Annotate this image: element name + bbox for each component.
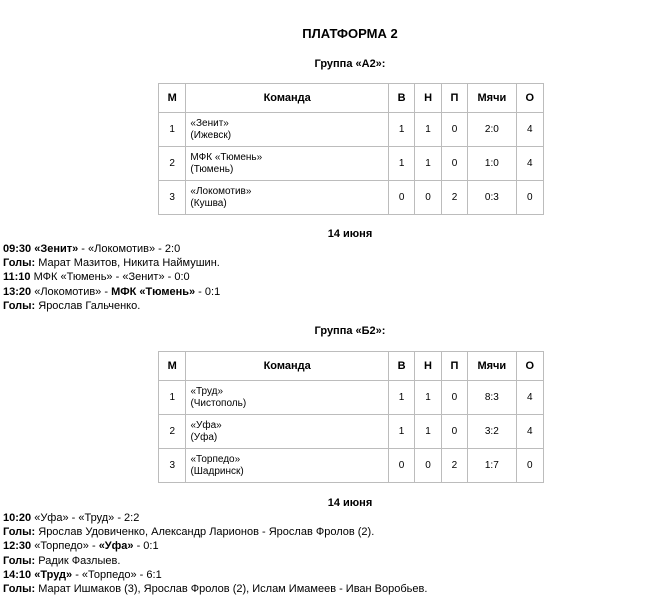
cell-points: 4 — [516, 147, 543, 181]
match-line — [3, 539, 427, 553]
cell-team — [186, 381, 388, 415]
match-away-team: «Торпедо» — [81, 568, 137, 581]
group-b2-date: 14 июня — [327, 497, 373, 509]
match-separator: - — [88, 540, 99, 553]
match-away-team: «Труд» — [78, 512, 115, 524]
col-header-position: М — [159, 352, 186, 381]
cell-goals: 8:3 — [468, 381, 516, 415]
goals-label: Голы: — [3, 554, 36, 567]
cell-position: 2 — [159, 147, 186, 181]
match-line — [3, 568, 427, 582]
match-time: 12:30 — [3, 540, 32, 553]
goals-label: Голы: — [3, 583, 36, 596]
goals-line — [3, 582, 427, 596]
match-away-team: «Зенит» — [122, 271, 165, 284]
cell-losses: 0 — [441, 113, 467, 147]
group-a2-table — [158, 83, 544, 215]
group-b2-results — [3, 511, 427, 596]
cell-goals: 1:7 — [468, 449, 516, 483]
cell-team — [186, 449, 388, 483]
goals-scorers: Радик Фазлыев. — [35, 554, 121, 567]
cell-wins: 1 — [388, 147, 414, 181]
table-row — [159, 113, 544, 147]
team-city: (Шадринск) — [190, 465, 244, 477]
goals-line — [3, 525, 427, 539]
goals-label: Голы: — [3, 526, 36, 539]
match-time: 13:20 — [3, 285, 32, 298]
match-home-team: «Уфа» — [34, 512, 69, 524]
match-away-team: «Уфа» — [98, 540, 134, 553]
cell-wins: 0 — [388, 181, 414, 215]
match-home-team: «Торпедо» — [34, 540, 89, 553]
cell-team — [186, 181, 389, 215]
team-city: (Уфа) — [190, 431, 218, 443]
cell-team — [186, 415, 388, 449]
team-city: (Кушва) — [190, 197, 227, 209]
cell-draws: 0 — [415, 449, 441, 483]
table-header-row — [159, 352, 544, 381]
cell-draws: 1 — [415, 113, 441, 147]
match-line — [3, 285, 220, 299]
cell-position: 2 — [159, 415, 186, 449]
group-a2-title: Группа «А2»: — [314, 58, 386, 70]
table-row — [159, 449, 544, 483]
page-title: ПЛАТФОРМА 2 — [302, 26, 398, 41]
match-time: 09:30 — [3, 243, 32, 255]
cell-points: 4 — [516, 113, 543, 147]
cell-position: 1 — [159, 113, 186, 147]
col-header-wins: В — [388, 352, 414, 381]
match-time: 11:10 — [3, 271, 31, 284]
cell-points: 4 — [516, 415, 543, 449]
cell-draws: 1 — [415, 381, 441, 415]
match-home-team: МФК «Тюмень» — [33, 271, 113, 284]
match-line — [3, 242, 220, 256]
match-time: 10:20 — [3, 512, 32, 524]
team-name: «Уфа» — [190, 419, 222, 431]
match-time: 14:10 — [3, 568, 32, 581]
col-header-draws: Н — [415, 352, 441, 381]
col-header-points: О — [516, 352, 543, 381]
cell-losses: 0 — [441, 381, 467, 415]
match-separator: - — [112, 271, 123, 284]
table-row — [159, 181, 544, 215]
match-line — [3, 511, 427, 525]
team-name: «Торпедо» — [190, 453, 241, 465]
cell-goals: 3:2 — [468, 415, 516, 449]
team-name: «Зенит» — [190, 117, 229, 129]
team-city: (Тюмень) — [190, 163, 234, 175]
group-a2-date: 14 июня — [327, 228, 373, 240]
col-header-losses: П — [441, 352, 467, 381]
cell-points: 0 — [516, 449, 543, 483]
col-header-position: М — [159, 84, 186, 113]
match-score: - 0:0 — [164, 271, 190, 284]
cell-draws: 1 — [415, 147, 441, 181]
team-city: (Чистополь) — [190, 397, 247, 409]
match-separator: - — [68, 512, 79, 524]
goals-scorers: Марат Мазитов, Никита Наймушин. — [35, 257, 220, 270]
col-header-losses: П — [441, 84, 467, 113]
goals-line — [3, 256, 220, 270]
match-separator: - — [72, 568, 82, 581]
match-home-team: «Локомотив» — [34, 285, 102, 298]
match-score: - 0:1 — [195, 285, 221, 298]
table-header-row — [159, 84, 544, 113]
col-header-draws: Н — [415, 84, 441, 113]
goals-line — [3, 299, 220, 313]
group-b2-title: Группа «Б2»: — [314, 325, 386, 337]
match-score: - 6:1 — [136, 568, 162, 581]
col-header-goals: Мячи — [468, 352, 516, 381]
cell-losses: 2 — [441, 449, 467, 483]
cell-team — [186, 113, 389, 147]
match-separator: - — [78, 243, 89, 255]
goals-label: Голы: — [3, 299, 36, 312]
cell-goals: 2:0 — [468, 113, 516, 147]
col-header-wins: В — [388, 84, 414, 113]
table-row — [159, 147, 544, 181]
cell-draws: 0 — [415, 181, 441, 215]
match-away-team: «Локомотив» — [88, 243, 156, 255]
cell-points: 0 — [516, 181, 543, 215]
match-away-team: МФК «Тюмень» — [111, 285, 196, 298]
cell-team — [186, 147, 389, 181]
cell-goals: 0:3 — [468, 181, 516, 215]
goals-scorers: Ярослав Удовиченко, Александр Ларионов - Ярослав Фролов (2). — [35, 526, 375, 539]
team-name: МФК «Тюмень» — [190, 151, 263, 163]
goals-line — [3, 554, 427, 568]
col-header-points: О — [516, 84, 543, 113]
table-row — [159, 415, 544, 449]
cell-points: 4 — [516, 381, 543, 415]
match-line — [3, 270, 220, 284]
cell-losses: 2 — [441, 181, 467, 215]
match-home-team: «Зенит» — [34, 243, 79, 255]
cell-draws: 1 — [415, 415, 441, 449]
match-score: - 0:1 — [133, 540, 159, 553]
group-b2-table — [158, 351, 544, 483]
match-score: - 2:0 — [155, 243, 181, 255]
team-city: (Ижевск) — [190, 129, 232, 141]
group-a2-results — [3, 242, 220, 313]
match-home-team: «Труд» — [34, 568, 73, 581]
goals-label: Голы: — [3, 257, 36, 270]
table-row — [159, 381, 544, 415]
goals-scorers: Марат Ишмаков (3), Ярослав Фролов (2), Ислам Имамеев - Иван Воробьев. — [35, 583, 428, 596]
goals-scorers: Ярослав Гальченко. — [35, 299, 141, 312]
cell-position: 3 — [159, 181, 186, 215]
team-name: «Труд» — [190, 385, 224, 397]
cell-wins: 1 — [388, 415, 414, 449]
cell-position: 1 — [159, 381, 186, 415]
cell-losses: 0 — [441, 147, 467, 181]
col-header-team: Команда — [186, 84, 389, 113]
cell-wins: 0 — [388, 449, 414, 483]
cell-wins: 1 — [388, 113, 414, 147]
col-header-team: Команда — [186, 352, 388, 381]
team-name: «Локомотив» — [190, 185, 252, 197]
col-header-goals: Мячи — [468, 84, 516, 113]
match-separator: - — [101, 285, 112, 298]
cell-goals: 1:0 — [468, 147, 516, 181]
match-score: - 2:2 — [114, 512, 140, 524]
cell-wins: 1 — [388, 381, 414, 415]
cell-position: 3 — [159, 449, 186, 483]
cell-losses: 0 — [441, 415, 467, 449]
